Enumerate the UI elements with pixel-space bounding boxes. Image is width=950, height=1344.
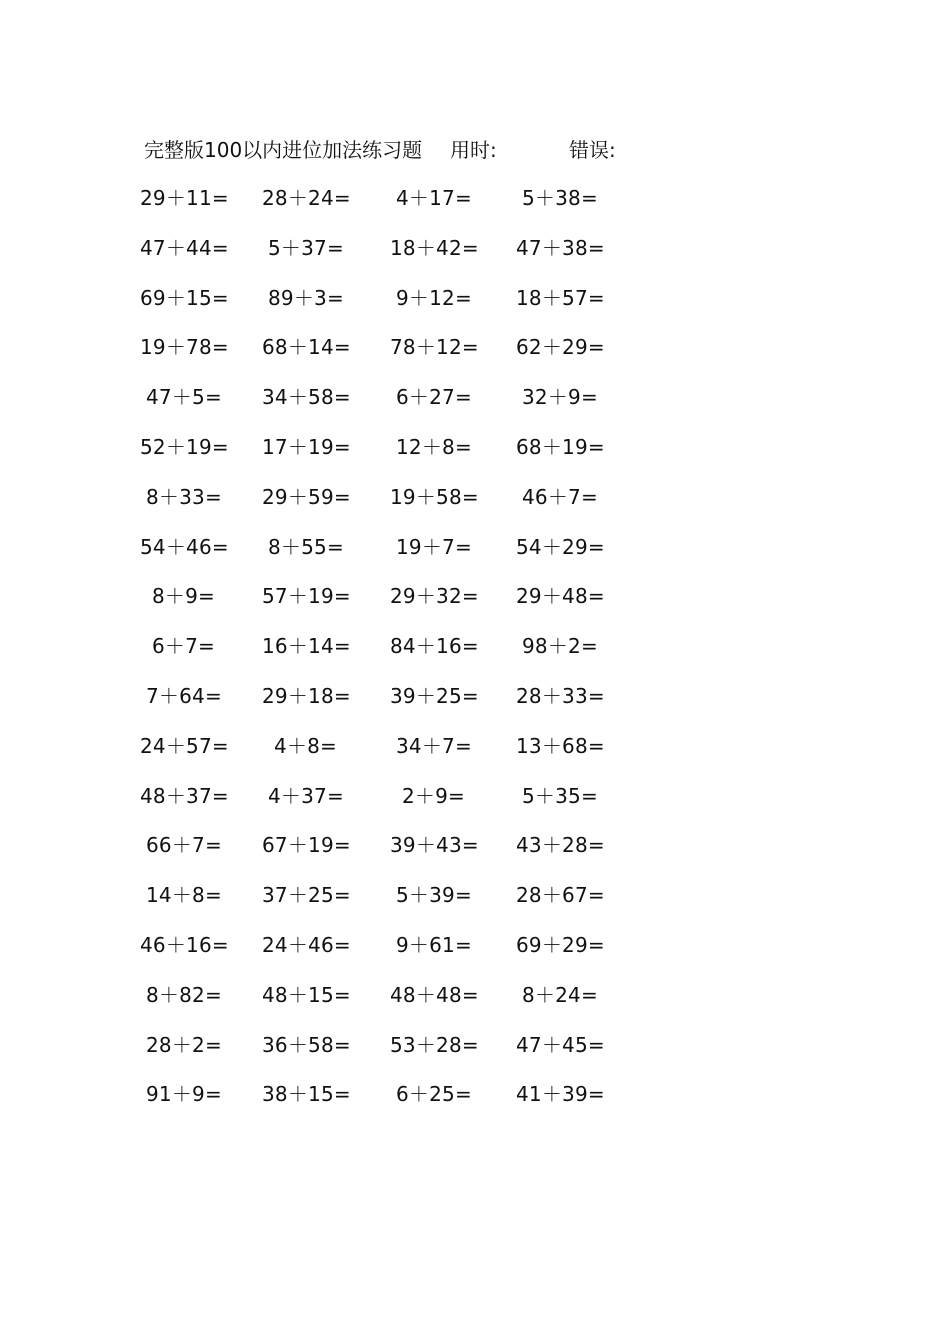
problem-item: 29＋48= [516, 584, 605, 609]
problem-item: 13＋68= [516, 733, 605, 758]
problem-item: 19＋58= [390, 484, 479, 509]
problem-item: 4＋37= [268, 783, 344, 808]
problem-item: 28＋24= [262, 186, 351, 210]
problem-item: 8＋55= [268, 534, 344, 559]
problem-item: 34＋58= [262, 385, 351, 410]
problem-item: 53＋28= [390, 1032, 479, 1057]
problem-item: 68＋14= [262, 335, 351, 360]
problem-item: 32＋9= [522, 385, 598, 410]
problem-item: 47＋5= [146, 385, 222, 410]
problem-item: 57＋19= [262, 584, 351, 609]
problem-item: 8＋33= [146, 484, 222, 509]
problem-item: 5＋38= [522, 186, 598, 210]
problem-item: 48＋48= [390, 982, 479, 1007]
problem-item: 28＋33= [516, 684, 605, 708]
problem-item: 18＋57= [516, 285, 605, 310]
problem-item: 41＋39= [516, 1082, 605, 1107]
worksheet-title: 完整版100以内进位加法练习题 [144, 138, 423, 162]
problem-item: 16＋14= [262, 634, 351, 659]
problem-item: 91＋9= [146, 1082, 222, 1107]
problem-item: 12＋8= [396, 435, 472, 459]
problem-item: 2＋9= [402, 783, 466, 808]
problem-item: 14＋8= [146, 883, 222, 908]
problem-item: 52＋19= [140, 435, 229, 459]
problem-item: 67＋19= [262, 833, 351, 858]
problem-item: 89＋3= [268, 285, 344, 310]
problem-item: 9＋12= [396, 285, 472, 310]
problem-item: 28＋2= [146, 1032, 222, 1057]
problem-item: 7＋64= [146, 684, 222, 708]
problem-item: 6＋27= [396, 385, 472, 410]
problem-item: 5＋39= [396, 883, 472, 908]
problem-item: 8＋24= [522, 982, 598, 1007]
problem-item: 78＋12= [390, 335, 479, 360]
problem-item: 46＋7= [522, 484, 598, 509]
problem-item: 66＋7= [146, 833, 222, 858]
problem-item: 9＋61= [396, 933, 472, 957]
problem-item: 18＋42= [390, 235, 479, 260]
problem-item: 69＋15= [140, 285, 229, 310]
problem-item: 8＋9= [152, 584, 216, 609]
problem-item: 48＋15= [262, 982, 351, 1007]
problem-item: 19＋7= [396, 534, 472, 559]
time-label: 用时: [450, 138, 497, 162]
problem-item: 98＋2= [522, 634, 598, 659]
problem-item: 29＋11= [140, 186, 229, 210]
problem-item: 17＋19= [262, 435, 351, 459]
errors-label: 错误: [569, 138, 616, 162]
problem-item: 24＋57= [140, 733, 229, 758]
problem-item: 39＋25= [390, 684, 479, 708]
problem-item: 29＋59= [262, 484, 351, 509]
problem-item: 34＋7= [396, 733, 472, 758]
problem-item: 29＋32= [390, 584, 479, 609]
problem-item: 47＋38= [516, 235, 605, 260]
problem-item: 6＋7= [152, 634, 216, 659]
problem-item: 4＋8= [274, 733, 338, 758]
problem-item: 5＋35= [522, 783, 598, 808]
problem-item: 46＋16= [140, 933, 229, 957]
problem-item: 37＋25= [262, 883, 351, 908]
problem-item: 47＋45= [516, 1032, 605, 1057]
problem-item: 62＋29= [516, 335, 605, 360]
problem-item: 19＋78= [140, 335, 229, 360]
problem-item: 6＋25= [396, 1082, 472, 1107]
problem-item: 8＋82= [146, 982, 222, 1007]
problem-item: 36＋58= [262, 1032, 351, 1057]
problem-item: 48＋37= [140, 783, 229, 808]
problem-item: 43＋28= [516, 833, 605, 858]
problem-item: 84＋16= [390, 634, 479, 659]
problem-item: 4＋17= [396, 186, 472, 210]
problem-item: 24＋46= [262, 933, 351, 957]
problem-item: 29＋18= [262, 684, 351, 708]
problem-item: 28＋67= [516, 883, 605, 908]
problem-item: 69＋29= [516, 933, 605, 957]
problem-item: 39＋43= [390, 833, 479, 858]
problem-item: 54＋29= [516, 534, 605, 559]
problem-item: 68＋19= [516, 435, 605, 459]
problem-item: 38＋15= [262, 1082, 351, 1107]
problem-item: 47＋44= [140, 235, 229, 260]
problem-item: 5＋37= [268, 235, 344, 260]
problem-item: 54＋46= [140, 534, 229, 559]
